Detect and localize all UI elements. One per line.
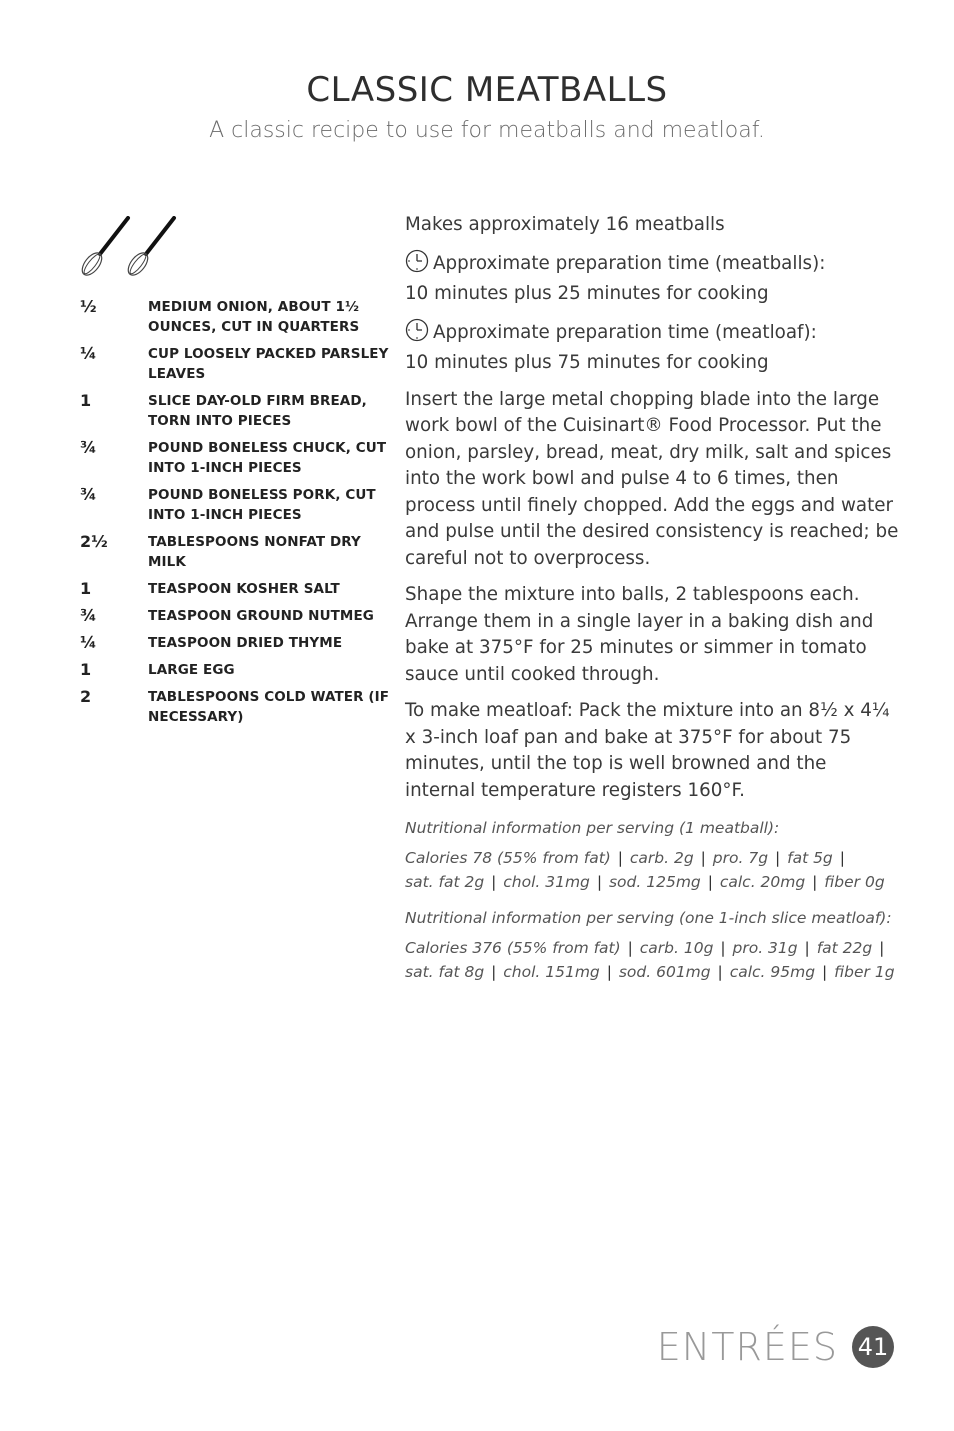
ingredient-item	[80, 606, 390, 626]
nutrition-line	[405, 939, 886, 957]
separator: |	[834, 849, 845, 867]
ingredient-description: POUND BONELESS PORK, CUT INTO 1-INCH PIECES	[148, 487, 376, 523]
nutrition-value: pro. 7g	[712, 849, 769, 867]
separator: |	[486, 873, 502, 891]
nutrition-value: Calories 376 (55% from fat)	[405, 939, 621, 957]
nutrition-value: calc. 20mg	[719, 873, 806, 891]
ingredient-item	[80, 438, 390, 478]
ingredient-description: LARGE EGG	[148, 662, 235, 678]
section-name: ENTRÉES	[656, 1325, 838, 1369]
nutrition-value: fiber 0g	[824, 873, 885, 891]
prep-time-line2: 10 minutes plus 75 minutes for cooking	[405, 352, 769, 373]
whisk-icon	[78, 218, 128, 279]
ingredient-description: TEASPOON KOSHER SALT	[148, 581, 340, 597]
prep-time-line1: Approximate preparation time (meatballs):	[433, 252, 826, 274]
ingredient-description: TEASPOON GROUND NUTMEG	[148, 608, 374, 624]
ingredient-quantity: ¾	[80, 606, 97, 625]
separator: |	[874, 939, 885, 957]
ingredient-item	[80, 297, 390, 337]
nutrition-value: sod. 125mg	[608, 873, 701, 891]
separator: |	[799, 939, 815, 957]
direction-step-2: Shape the mixture into balls, 2 tablespoons each. Arrange them in a single layer in a baking dish and bake at 375°F for 25 minutes or simmer in tomato sauce until cooked through.	[405, 584, 874, 685]
nutrition-value: fiber 1g	[834, 963, 895, 981]
nutrition-value: chol. 151mg	[503, 963, 600, 981]
separator: |	[715, 939, 731, 957]
nutrition-value: calc. 95mg	[729, 963, 816, 981]
nutrition-value: sat. fat 2g	[405, 873, 485, 891]
ingredient-description: CUP LOOSELY PACKED PARSLEY LEAVES	[148, 346, 389, 382]
ingredient-quantity: 2	[80, 687, 92, 706]
separator: |	[817, 963, 833, 981]
nutrition-value: fat 5g	[787, 849, 833, 867]
separator: |	[702, 873, 718, 891]
prep-time-line2: 10 minutes plus 25 minutes for cooking	[405, 283, 769, 304]
nutrition-value: pro. 31g	[732, 939, 798, 957]
prep-time-meatballs	[405, 249, 900, 308]
nutrition-value: carb. 10g	[639, 939, 714, 957]
ingredient-quantity: ¾	[80, 438, 97, 457]
ingredient-description: SLICE DAY-OLD FIRM BREAD, TORN INTO PIECES	[148, 393, 367, 429]
whisk-icon	[124, 218, 174, 279]
separator: |	[612, 849, 628, 867]
page-footer	[657, 1325, 894, 1369]
separator: |	[622, 939, 638, 957]
difficulty-rating	[78, 216, 178, 280]
nutrition-value: sat. fat 8g	[405, 963, 485, 981]
nutrition-line	[405, 849, 847, 867]
ingredient-description: TEASPOON DRIED THYME	[148, 635, 343, 651]
separator: |	[770, 849, 786, 867]
page-number: 41	[852, 1326, 894, 1368]
nutrition-heading-meatball: Nutritional information per serving (1 meatball):	[405, 819, 780, 837]
direction-step-1: Insert the large metal chopping blade into the large work bowl of the Cuisinart® Food Processor. Put the onion, parsley, bread, meat, dry milk, salt and spices into the work bowl and pulse 4 to 6 times, then process until finely chopped. Add the eggs and water and pulse until the desired consistency is reached; be careful not to overprocess.	[405, 388, 899, 569]
nutrition-value: fat 22g	[816, 939, 873, 957]
ingredient-description: TABLESPOONS COLD WATER (IF NECESSARY)	[148, 689, 390, 725]
ingredient-item	[80, 391, 390, 431]
nutrition-values-meatball	[405, 846, 900, 894]
ingredient-item	[80, 687, 390, 727]
ingredient-description: POUND BONELESS CHUCK, CUT INTO 1-INCH PIECES	[148, 440, 387, 476]
ingredient-quantity: ¾	[80, 485, 97, 504]
nutrition-values-meatloaf	[405, 936, 900, 984]
ingredient-item	[80, 660, 390, 680]
ingredient-quantity: ½	[80, 297, 97, 316]
recipe-title: CLASSIC MEATBALLS	[306, 70, 668, 110]
yield: Makes approximately 16 meatballs	[405, 214, 725, 235]
ingredient-description: MEDIUM ONION, ABOUT 1½ OUNCES, CUT IN QUARTERS	[148, 299, 360, 335]
separator: |	[486, 963, 502, 981]
ingredient-quantity: 1	[80, 391, 92, 410]
separator: |	[807, 873, 823, 891]
separator: |	[712, 963, 728, 981]
clock-icon	[405, 318, 429, 351]
ingredient-quantity: ¼	[80, 344, 97, 363]
nutrition-value: Calories 78 (55% from fat)	[405, 849, 611, 867]
nutrition-value: carb. 2g	[629, 849, 694, 867]
prep-time-line1: Approximate preparation time (meatloaf):	[433, 321, 817, 343]
ingredient-item	[80, 485, 390, 525]
direction-step-3: To make meatloaf: Pack the mixture into an 8½ x 4¼ x 3-inch loaf pan and bake at 375°F for about 75 minutes, until the top is well browned and the internal temperature registers 160°F.	[405, 700, 890, 801]
nutrition-line	[405, 963, 895, 981]
prep-time-meatloaf	[405, 318, 900, 377]
nutrition-line	[405, 873, 885, 891]
ingredient-item	[80, 532, 390, 572]
nutrition-value: sod. 601mg	[618, 963, 711, 981]
ingredient-quantity: 1	[80, 660, 92, 679]
ingredient-quantity: 1	[80, 579, 92, 598]
clock-icon	[405, 249, 429, 282]
ingredient-item	[80, 579, 390, 599]
nutrition-value: chol. 31mg	[503, 873, 590, 891]
separator: |	[601, 963, 617, 981]
separator: |	[591, 873, 607, 891]
ingredient-quantity: 2½	[80, 532, 108, 551]
ingredient-item	[80, 344, 390, 384]
recipe-subtitle: A classic recipe to use for meatballs and meatloaf.	[209, 118, 765, 143]
nutrition-heading-meatloaf: Nutritional information per serving (one 1-inch slice meatloaf):	[405, 909, 892, 927]
ingredient-description: TABLESPOONS NONFAT DRY MILK	[148, 534, 361, 570]
separator: |	[695, 849, 711, 867]
ingredient-list	[80, 297, 390, 734]
recipe-body	[405, 212, 900, 990]
ingredient-quantity: ¼	[80, 633, 97, 652]
ingredient-item	[80, 633, 390, 653]
